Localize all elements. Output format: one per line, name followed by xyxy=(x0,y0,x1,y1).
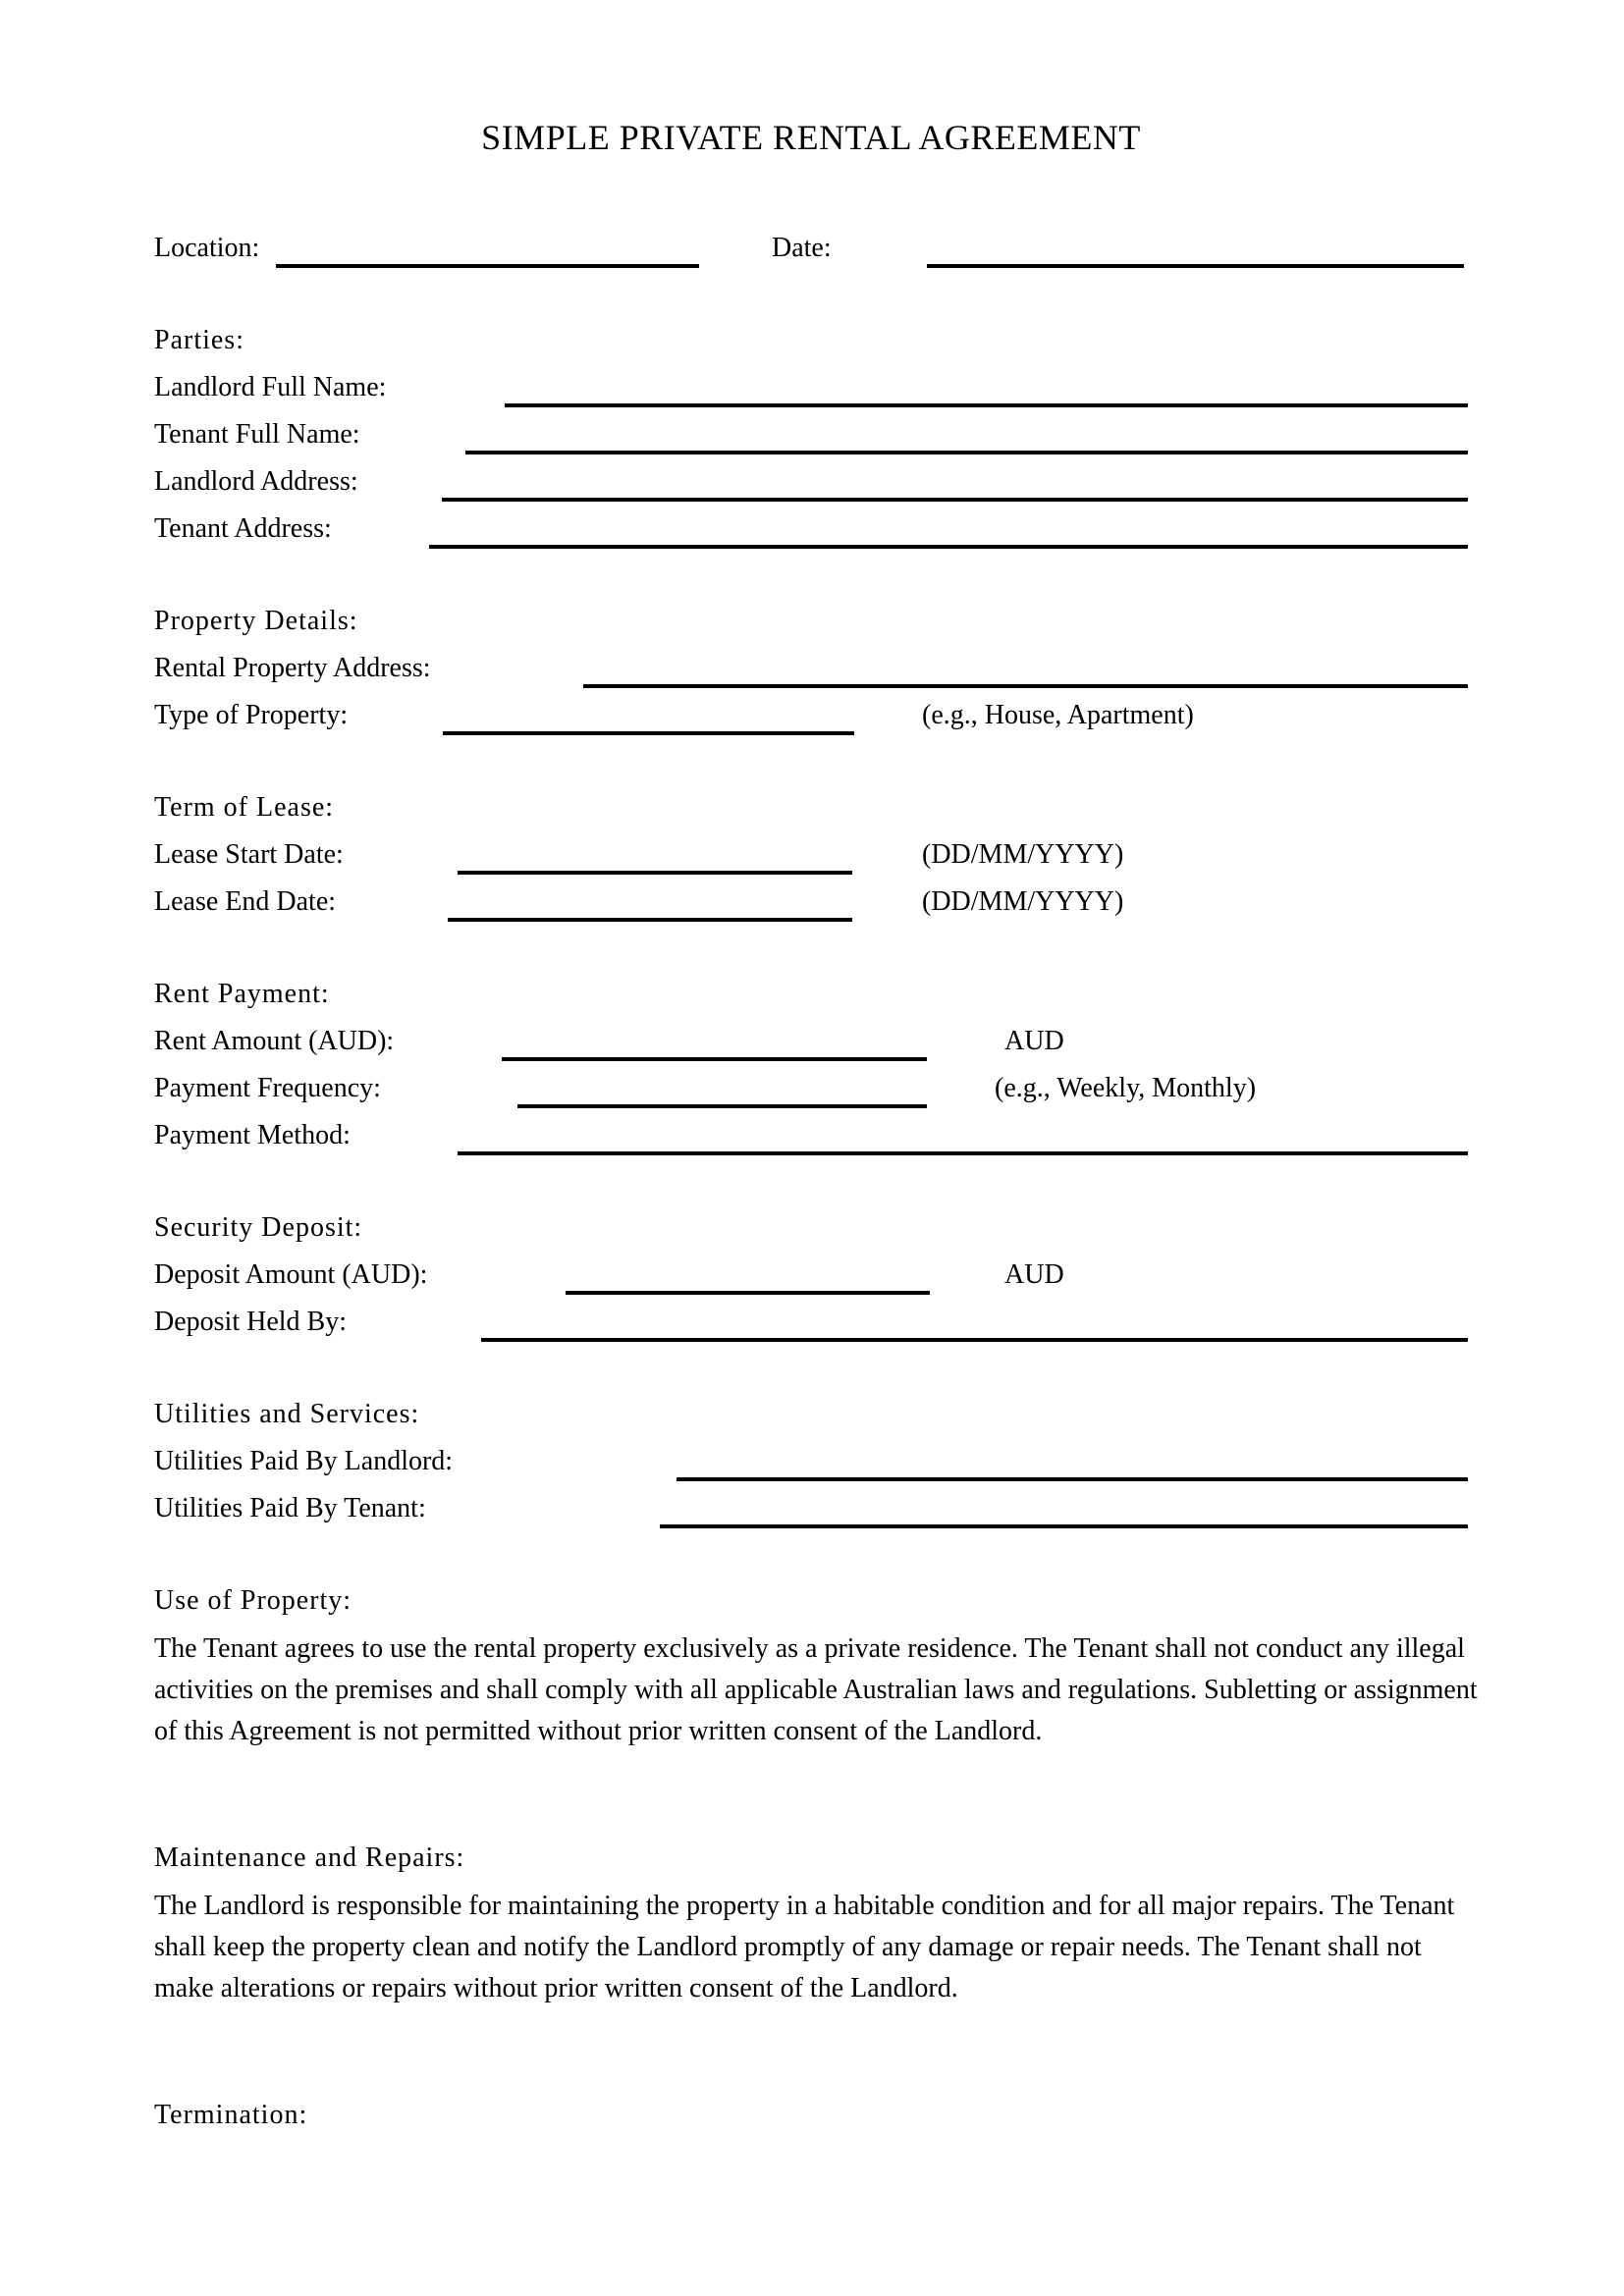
lease-start-blank-line xyxy=(458,871,852,875)
utilities-tenant-blank-line xyxy=(660,1524,1468,1528)
section-maintenance xyxy=(154,1835,1468,2009)
security-deposit-heading: Security Deposit: xyxy=(154,1212,363,1243)
rent-amount-blank-line xyxy=(502,1057,927,1061)
section-termination xyxy=(154,2092,1468,2139)
property-type-row xyxy=(154,692,1468,739)
section-term-of-lease xyxy=(154,784,1468,926)
deposit-amount-unit: AUD xyxy=(1004,1259,1064,1290)
lease-end-blank-line xyxy=(448,918,852,922)
landlord-address-label: Landlord Address: xyxy=(154,466,358,497)
deposit-amount-blank-line xyxy=(566,1291,930,1295)
landlord-address-row xyxy=(154,458,1468,506)
payment-method-row xyxy=(154,1112,1468,1159)
section-property-details xyxy=(154,598,1468,739)
section-utilities xyxy=(154,1391,1468,1532)
parties-heading: Parties: xyxy=(154,325,244,355)
deposit-amount-label: Deposit Amount (AUD): xyxy=(154,1259,428,1290)
rent-amount-unit: AUD xyxy=(1004,1026,1064,1056)
section-parties xyxy=(154,317,1468,553)
lease-end-hint: (DD/MM/YYYY) xyxy=(922,886,1124,917)
termination-heading: Termination: xyxy=(154,2100,308,2130)
payment-frequency-row xyxy=(154,1065,1468,1112)
utilities-landlord-row xyxy=(154,1438,1468,1485)
location-label: Location: xyxy=(154,233,260,263)
lease-start-row xyxy=(154,831,1468,879)
property-details-heading: Property Details: xyxy=(154,606,358,636)
landlord-name-label: Landlord Full Name: xyxy=(154,372,387,402)
section-use-of-property xyxy=(154,1577,1478,1752)
deposit-held-by-blank-line xyxy=(481,1338,1468,1342)
rental-address-label: Rental Property Address: xyxy=(154,653,431,683)
location-blank-line xyxy=(276,264,699,268)
utilities-tenant-label: Utilities Paid By Tenant: xyxy=(154,1493,426,1523)
term-of-lease-heading: Term of Lease: xyxy=(154,792,335,823)
utilities-heading: Utilities and Services: xyxy=(154,1399,420,1429)
tenant-name-blank-line xyxy=(465,451,1468,454)
maintenance-heading: Maintenance and Repairs: xyxy=(154,1842,465,1873)
payment-method-blank-line xyxy=(458,1151,1468,1155)
deposit-held-by-label: Deposit Held By: xyxy=(154,1307,347,1337)
location-date-row xyxy=(154,225,1468,272)
utilities-tenant-row xyxy=(154,1485,1468,1532)
lease-end-label: Lease End Date: xyxy=(154,886,337,917)
page-content xyxy=(154,0,1478,2139)
landlord-address-blank-line xyxy=(442,498,1468,502)
utilities-landlord-label: Utilities Paid By Landlord: xyxy=(154,1446,454,1476)
lease-start-hint: (DD/MM/YYYY) xyxy=(922,839,1124,870)
deposit-held-by-row xyxy=(154,1299,1468,1346)
rent-amount-label: Rent Amount (AUD): xyxy=(154,1026,395,1056)
maintenance-paragraph: The Landlord is responsible for maintaining the property in a habitable condition and for all major repairs. The Tenant shall keep the property clean and notify the Landlord promptly of any damage or repair needs. The Tenant shall not make alterations or repairs without prior written consent of the Landlord. xyxy=(154,1891,1455,2003)
use-of-property-heading: Use of Property: xyxy=(154,1585,352,1616)
rent-amount-row xyxy=(154,1018,1468,1065)
date-label: Date: xyxy=(772,233,832,263)
landlord-name-row xyxy=(154,364,1468,411)
utilities-landlord-blank-line xyxy=(677,1477,1468,1481)
tenant-address-row xyxy=(154,506,1468,553)
property-type-hint: (e.g., House, Apartment) xyxy=(922,700,1194,730)
rent-payment-heading: Rent Payment: xyxy=(154,979,330,1009)
rental-address-blank-line xyxy=(583,684,1468,688)
page-title: SIMPLE PRIVATE RENTAL AGREEMENT xyxy=(481,118,1141,157)
deposit-amount-row xyxy=(154,1252,1468,1299)
payment-frequency-hint: (e.g., Weekly, Monthly) xyxy=(995,1073,1257,1103)
tenant-name-row xyxy=(154,411,1468,458)
payment-frequency-blank-line xyxy=(517,1104,927,1108)
lease-start-label: Lease Start Date: xyxy=(154,839,344,870)
payment-method-label: Payment Method: xyxy=(154,1120,351,1150)
use-of-property-paragraph: The Tenant agrees to use the rental property exclusively as a private residence. The Tenant shall not conduct any illegal activities on the premises and shall comply with all applicable Australian laws and regulations. Subletting or assignment of this Agreement is not permitted without prior written consent of the Landlord. xyxy=(154,1633,1478,1746)
tenant-address-label: Tenant Address: xyxy=(154,513,332,544)
rental-address-row xyxy=(154,645,1468,692)
lease-end-row xyxy=(154,879,1468,926)
property-type-blank-line xyxy=(443,731,854,735)
tenant-name-label: Tenant Full Name: xyxy=(154,419,360,450)
payment-frequency-label: Payment Frequency: xyxy=(154,1073,381,1103)
date-blank-line xyxy=(927,264,1464,268)
landlord-name-blank-line xyxy=(505,403,1468,407)
section-rent-payment xyxy=(154,971,1468,1159)
tenant-address-blank-line xyxy=(429,545,1468,549)
section-security-deposit xyxy=(154,1204,1468,1346)
property-type-label: Type of Property: xyxy=(154,700,349,730)
